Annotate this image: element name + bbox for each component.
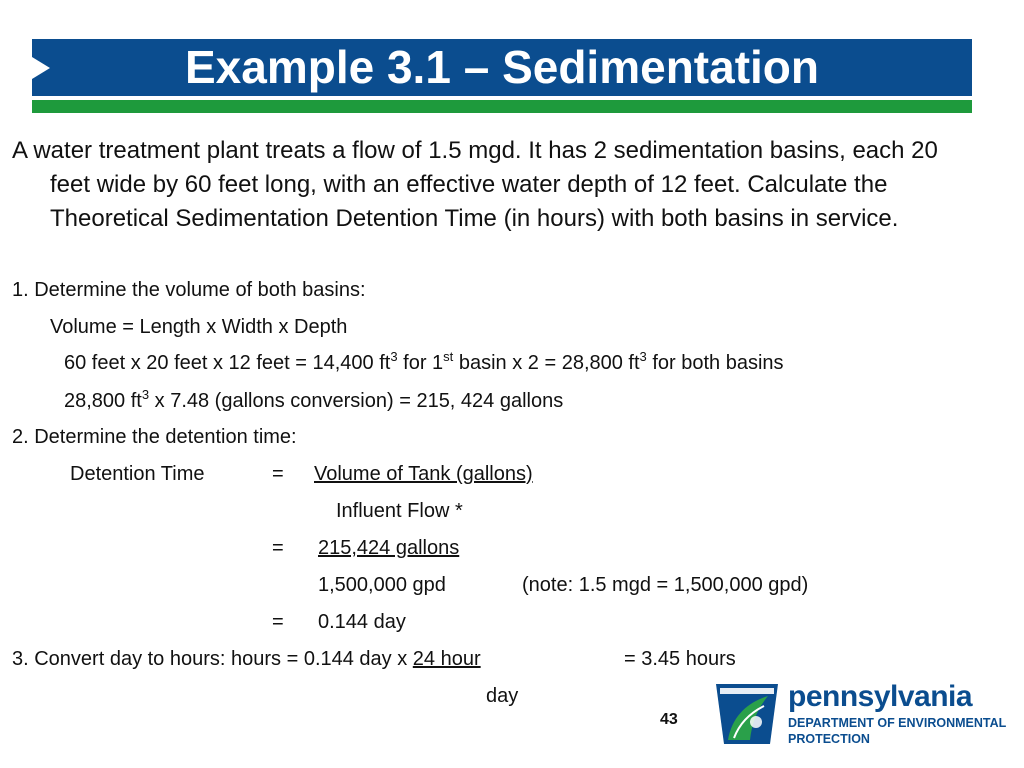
calc-part: basin x 2 = 28,800 ft — [453, 352, 640, 374]
keystone-logo-icon — [714, 682, 780, 746]
flow-note: (note: 1.5 mgd = 1,500,000 gpd) — [522, 574, 809, 596]
volume-formula: Volume = Length x Width x Depth — [50, 316, 348, 338]
calc-part: 28,800 ft — [64, 390, 142, 412]
numerator-gallons: 215,424 gallons — [318, 537, 460, 559]
detention-label: Detention Time — [70, 463, 205, 485]
calc-part: for 1 — [397, 352, 444, 374]
step3-numerator: 24 hour — [412, 648, 481, 670]
title-bar — [32, 39, 972, 96]
denominator-gpd: 1,500,000 gpd — [318, 574, 446, 596]
equals-sign: = — [272, 611, 284, 633]
step2-heading: 2. Determine the detention time: — [12, 426, 297, 448]
logo-department — [788, 715, 1006, 747]
denominator-flow: Influent Flow * — [336, 500, 463, 522]
step3-prefix: 3. Convert day to hours: hours = 0.144 day x — [12, 648, 413, 670]
step3-denominator: day — [486, 685, 519, 707]
numerator-volume: Volume of Tank (gallons) — [314, 463, 533, 485]
superscript: 3 — [390, 349, 398, 364]
calc-part: x 7.48 (gallons conversion) = 215, 424 gallons — [149, 390, 564, 412]
equals-sign: = — [272, 537, 284, 559]
problem-statement: A water treatment plant treats a flow of 1.5 mgd. It has 2 sedimentation basins, each 20 feet wide by 60 feet long, with an effective water depth of 12 feet. Calculate the Theoretical Sedimentation Detention Time (in hours) with both basins in service. — [12, 137, 938, 232]
calc-part: 60 feet x 20 feet x 12 feet = 14,400 ft — [64, 352, 391, 374]
step3-result: = 3.45 hours — [624, 648, 736, 670]
logo-wordmark: pennsylvania — [788, 680, 973, 713]
equals-sign: = — [272, 463, 284, 485]
step3-text — [12, 648, 481, 671]
page-number: 43 — [660, 711, 678, 728]
superscript: 3 — [639, 349, 647, 364]
superscript: 3 — [141, 387, 150, 402]
step1-heading: 1. Determine the volume of both basins: — [12, 279, 366, 301]
dept-line-1: DEPARTMENT OF ENVIRONMENTAL — [788, 716, 1007, 730]
dept-line-2: PROTECTION — [788, 732, 870, 746]
title-underline — [32, 100, 972, 113]
calc-part: for both basins — [646, 352, 784, 374]
detention-result: 0.144 day — [318, 611, 406, 633]
volume-calc — [64, 349, 784, 375]
superscript: st — [443, 349, 454, 364]
gallons-calc — [64, 387, 564, 413]
slide-body — [12, 134, 1012, 236]
slide-title: Example 3.1 – Sedimentation — [184, 41, 819, 93]
